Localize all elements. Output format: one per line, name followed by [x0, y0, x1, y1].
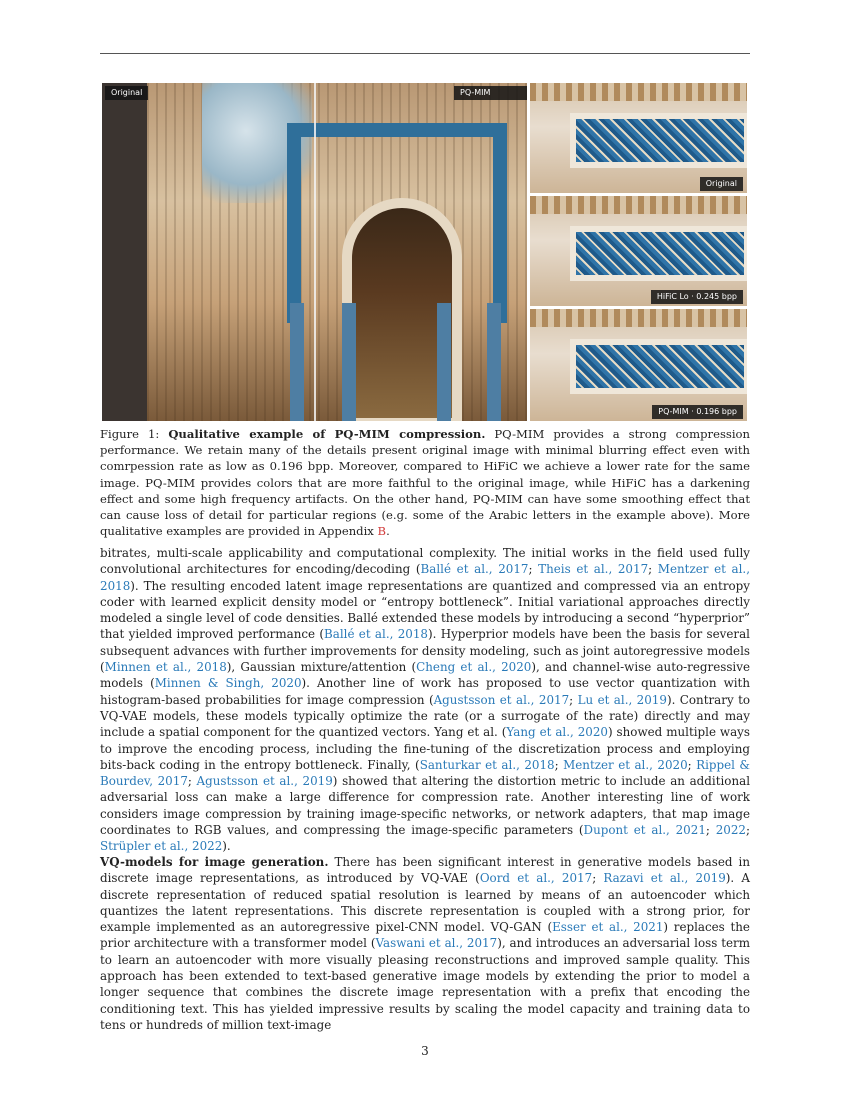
header-rule: [100, 53, 750, 54]
citation-link[interactable]: Razavi et al., 2019: [603, 871, 726, 886]
citation-link[interactable]: Yang et al., 2020: [506, 725, 608, 740]
figure-1: [102, 83, 747, 421]
citation-link[interactable]: Ballé et al., 2018: [324, 627, 428, 642]
appendix-link[interactable]: B: [377, 524, 387, 539]
citation-link[interactable]: 2022: [715, 823, 746, 838]
citation-link[interactable]: Santurkar et al., 2018: [419, 757, 555, 772]
citation-link[interactable]: Mentzer et al., 2020: [563, 757, 688, 772]
zoom-panel-original: [530, 83, 747, 193]
citation-link[interactable]: Mentzer et al., 2018: [100, 562, 750, 593]
citation-link[interactable]: Strüpler et al., 2022: [100, 839, 223, 854]
citation-link[interactable]: Agustsson et al., 2017: [433, 692, 570, 707]
panel-label: HiFiC Lo · 0.245 bpp: [651, 290, 743, 304]
citation-link[interactable]: Rippel & Bourdev, 2017: [100, 757, 751, 789]
caption-title: Qualitative example of PQ-MIM compression.: [168, 427, 486, 441]
label-pqmim: PQ-MIM: [454, 86, 527, 100]
panel-label: PQ-MIM · 0.196 bpp: [652, 405, 743, 419]
citation-link[interactable]: Dupont et al., 2021: [583, 823, 706, 838]
zoomed-panels: [530, 83, 747, 421]
section-heading: VQ-models for image generation.: [100, 855, 329, 869]
citation-link[interactable]: Esser et al., 2021: [552, 920, 664, 935]
panel-label: Original: [700, 177, 743, 191]
citation-link[interactable]: Lu et al., 2019: [577, 692, 667, 707]
citation-link[interactable]: Minnen & Singh, 2020: [154, 676, 302, 691]
zoom-panel-hific: [530, 196, 747, 306]
citation-link[interactable]: Cheng et al., 2020: [416, 660, 532, 675]
figure-caption: Figure 1: Qualitative example of PQ-MIM compression. PQ-MIM provides a strong compression performance. We retain many of the details present original image with minimal blurring effect even with comrpession rate as low as 0.196 bpp. Moreover, compared to HiFiC we achieve a lower rate for the same image. PQ-MIM provides colors that are more faithful to the original image, while HiFiC has a darkening effect and some high frequency artifacts. On the other hand, PQ-MIM can have some smoothing effect that can cause loss of detail for particular regions (e.g. some of the Arabic letters in the example above). More qualitative examples are provided in Appendix B.: [100, 427, 751, 539]
label-original: Original: [105, 86, 148, 100]
citation-link[interactable]: Ballé et al., 2017: [420, 562, 529, 577]
mosque-comparison-image: [102, 83, 527, 421]
citation-link[interactable]: Theis et al., 2017: [538, 562, 649, 577]
paragraph-vq-models: VQ-models for image generation. There has been significant interest in generative models based in discrete image representations, as introduced by VQ-VAE (Oord et al., 2017; Razavi et al., 2019). A discrete representation of reduced spatial resolution is learned by means of an autoencoder which quantizes the latent representations. This discrete representation is coupled with a strong prior, for example implemented as an autoregressive pixel-CNN model. VQ-GAN (Esser et al., 2021) replaces the prior architecture with a transformer model (Vaswani et al., 2017), and introduces an adversarial loss term to learn an autoencoder with more visually pleasing reconstructions and improved sample quality. This approach has been extended to text-based generative image models by extending the prior to model a longer sequence that combines the discrete image representation with a prefix that encoding the conditioning text. This has yielded impressive results by scaling the model capacity and training data to tens or hundreds of million text-image: [100, 855, 750, 1032]
citation-link[interactable]: Agustsson et al., 2019: [196, 774, 333, 789]
zoom-panel-pqmim: [530, 309, 747, 421]
page-number: 3: [421, 1044, 429, 1058]
split-divider: [314, 83, 316, 421]
citation-link[interactable]: Vaswani et al., 2017: [375, 936, 498, 951]
paragraph-related-work: bitrates, multi-scale applicability and computational complexity. The initial works in the field used fully convolutional architectures for encoding/decoding (Ballé et al., 2017; Theis et al., 2017; Mentzer et al., 2018). The resulting encoded latent image representations are quantized and compressed via an entropy coder with learned explicit density model or “entropy bottleneck”. Initial variational approaches directly modeled a single level of code densities. Ballé extended these models by introducing a second “hyperprior” that yielded improved performance (Ballé et al., 2018). Hyperprior models have been the basis for several subsequent advances with further improvements for density modeling, such as joint autoregressive models (Minnen et al., 2018), Gaussian mixture/attention (Cheng et al., 2020), and channel-wise auto-regressive models (Minnen & Singh, 2020). Another line of work has proposed to use vector quantization with histogram-based probabilities for image compression (Agustsson et al., 2017; Lu et al., 2019). Contrary to VQ-VAE models, these models typically optimize the rate (or a surrogate of the rate) directly and may include a spatial component for the quantized vectors. Yang et al. (Yang et al., 2020) showed multiple ways to improve the encoding process, including the fine-tuning of the discretization process and employing bits-back coding in the entropy bottleneck. Finally, (Santurkar et al., 2018; Mentzer et al., 2020; Rippel & Bourdev, 2017; Agustsson et al., 2019) showed that altering the distortion metric to include an additional adversarial loss can make a large difference for compression rate. Another interesting line of work considers image compression by training image-specific networks, or network adapters, that map image coordinates to RGB values, and compressing the image-specific parameters (Dupont et al., 2021; 2022; Strüpler et al., 2022).: [100, 546, 751, 854]
citation-link[interactable]: Minnen et al., 2018: [104, 660, 227, 675]
citation-link[interactable]: Oord et al., 2017: [479, 871, 593, 886]
